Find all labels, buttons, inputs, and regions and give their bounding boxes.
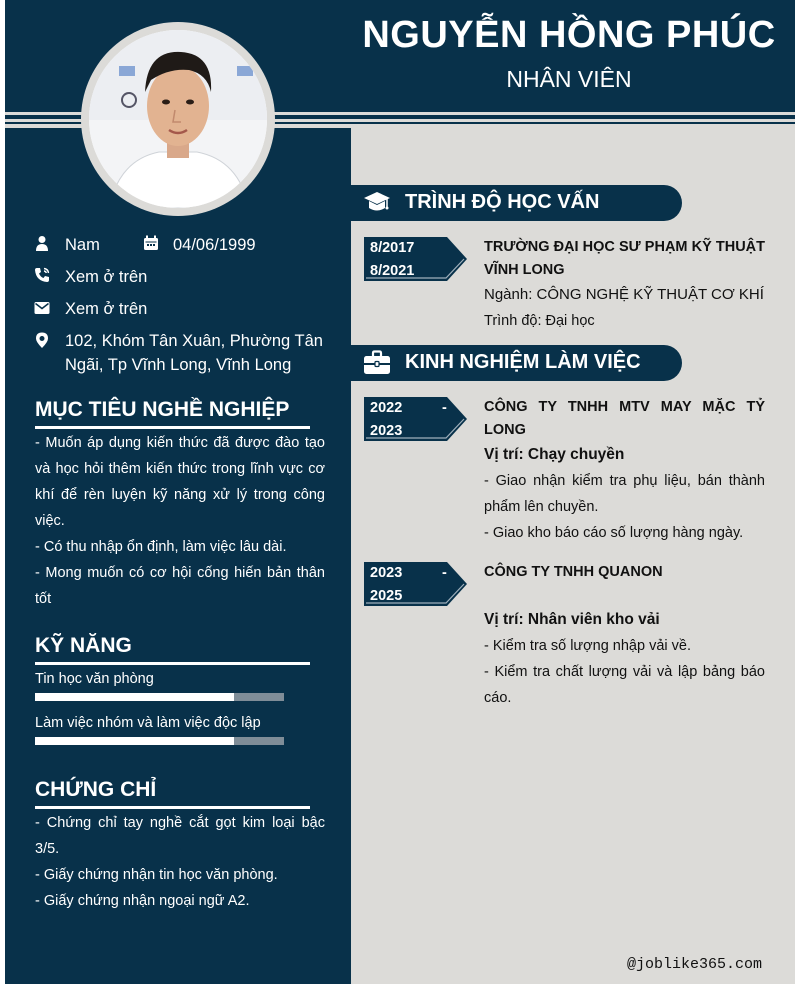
objective-line: - Có thu nhập ổn định, làm việc lâu dài.: [35, 539, 287, 555]
job-end: 2025: [370, 588, 403, 604]
job-position: Vị trí: Nhân viên kho vải: [484, 611, 660, 628]
job-start: 2023: [370, 565, 403, 581]
skill-bar: [35, 693, 284, 701]
candidate-name: NGUYỄN HỒNG PHÚC: [362, 14, 776, 56]
skill-label: Làm việc nhóm và làm việc độc lập: [35, 715, 261, 731]
education-entry: [484, 236, 765, 334]
job-position: Vị trí: Chạy chuyền: [484, 446, 625, 463]
graduation-cap-icon: [363, 190, 391, 216]
skill-bar: [35, 737, 284, 745]
school-name: TRƯỜNG ĐẠI HỌC SƯ PHẠM KỸ THUẬT VĨNH LONG: [484, 239, 765, 278]
education-end: 8/2021: [370, 263, 415, 279]
objective-text: [35, 430, 325, 612]
candidate-title: NHÂN VIÊN: [506, 66, 632, 92]
job-entry: [484, 561, 765, 711]
company-name: CÔNG TY TNHH MTV MAY MẶC TỶ LONG: [484, 399, 765, 438]
skill-bar-fill: [35, 737, 234, 745]
briefcase-icon: [363, 350, 391, 376]
job-date-box: [364, 397, 468, 441]
avatar: [89, 30, 267, 208]
job-date-separator: -: [442, 565, 447, 581]
calendar-icon: [143, 235, 159, 251]
resume-page: [5, 0, 795, 984]
certificates-title: CHỨNG CHỈ: [35, 778, 157, 801]
experience-header: [351, 345, 682, 381]
education-date-box: [364, 237, 468, 281]
email-text: Xem ở trên: [65, 300, 148, 318]
job-entry: [484, 396, 765, 546]
skill-label: Tin học văn phòng: [35, 671, 154, 687]
objective-line: - Muốn áp dụng kiến thức đã được đào tạo và học hỏi thêm kiến thức trong lĩnh vực cơ khí để rèn luyện kỹ năng xử lý trong công việc.: [35, 435, 325, 529]
person-icon: [34, 235, 50, 251]
objective-line: - Mong muốn có cơ hội cống hiến bản thân tốt: [35, 565, 325, 607]
map-pin-icon: [34, 332, 50, 348]
skills-title: KỸ NĂNG: [35, 634, 132, 657]
certificates-underline: [35, 806, 310, 809]
birthday-text: 04/06/1999: [173, 236, 256, 254]
objective-underline: [35, 426, 310, 429]
job-duty: - Giao nhận kiểm tra phụ liệu, bán thành phẩm lên chuyền.: [484, 473, 765, 515]
phone-icon: [34, 267, 50, 283]
skill-bar-fill: [35, 693, 234, 701]
objective-title: MỤC TIÊU NGHỀ NGHIỆP: [35, 398, 290, 421]
address-text: 102, Khóm Tân Xuân, Phường Tân Ngãi, Tp Vĩnh Long, Vĩnh Long: [65, 332, 323, 374]
phone-text: Xem ở trên: [65, 268, 148, 286]
certificate-line: - Chứng chỉ tay nghề cắt gọt kim loại bậc 3/5.: [35, 815, 325, 857]
certificate-line: - Giấy chứng nhận ngoại ngữ A2.: [35, 893, 250, 909]
skills-underline: [35, 662, 310, 665]
job-duty: - Giao kho báo cáo số lượng hàng ngày.: [484, 525, 744, 541]
education-major: Ngành: CÔNG NGHỆ KỸ THUẬT CƠ KHÍ: [484, 286, 764, 303]
certificates-text: [35, 810, 325, 914]
job-start: 2022: [370, 400, 403, 416]
company-name: CÔNG TY TNHH QUANON: [484, 564, 663, 580]
education-header: [351, 185, 682, 221]
experience-title: KINH NGHIỆM LÀM VIỆC: [405, 351, 641, 373]
education-start: 8/2017: [370, 240, 415, 256]
job-date-separator: -: [442, 400, 447, 416]
job-duty: - Kiểm tra số lượng nhập vải về.: [484, 638, 692, 654]
job-duty: - Kiểm tra chất lượng vải và lập bảng báo cáo.: [484, 664, 765, 706]
education-level: Trình độ: Đại học: [484, 313, 595, 329]
gender-text: Nam: [65, 236, 100, 254]
job-date-box: [364, 562, 468, 606]
email-icon: [34, 300, 50, 316]
job-end: 2023: [370, 423, 403, 439]
certificate-line: - Giấy chứng nhận tin học văn phòng.: [35, 867, 278, 883]
education-title: TRÌNH ĐỘ HỌC VẤN: [405, 191, 600, 213]
watermark-text: @joblike365.com: [627, 956, 763, 973]
